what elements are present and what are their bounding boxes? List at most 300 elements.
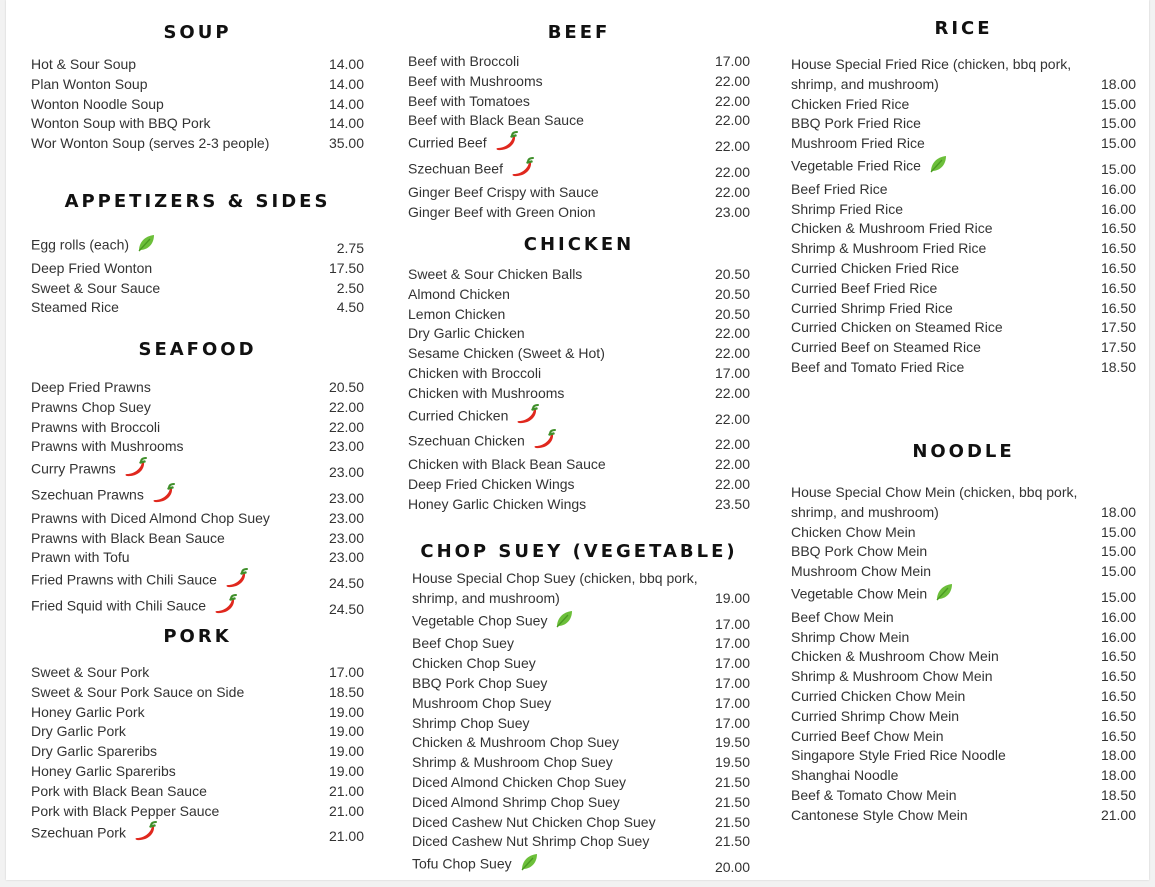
menu-item [791, 523, 1136, 543]
menu-item [791, 483, 1136, 523]
menu-item-price: 19.50 [714, 754, 750, 771]
section-title-pork: PORK [163, 626, 232, 647]
menu-item [31, 134, 364, 154]
menu-item [412, 753, 750, 773]
menu-item [408, 404, 750, 430]
menu-item-name: Szechuan Chicken [408, 432, 525, 449]
menu-item-name: Wor Wonton Soup (serves 2-3 people) [31, 135, 270, 152]
menu-item [31, 114, 364, 134]
menu-item-name: Chicken Fried Rice [791, 95, 910, 112]
menu-item [31, 802, 364, 822]
menu-item-price: 17.00 [714, 53, 750, 69]
menu-item-name: Beef with Broccoli [408, 53, 520, 69]
menu-item [31, 529, 364, 549]
menu-item-price: 18.50 [1100, 358, 1136, 375]
section-items-chop-suey-vegetable [412, 569, 750, 878]
menu-item [791, 806, 1136, 826]
section-title-soup: SOUP [163, 22, 232, 43]
chili-pepper-icon [224, 568, 248, 594]
menu-item-price: 16.50 [1100, 259, 1136, 276]
menu-item-price: 2.75 [336, 240, 364, 256]
menu-item-name: Shrimp & Mushroom Fried Rice [791, 240, 987, 257]
menu-item-price: 17.50 [1100, 339, 1136, 356]
menu-item-price: 21.50 [714, 773, 750, 790]
section-items-noodle [791, 483, 1136, 826]
menu-item [408, 131, 750, 157]
menu-item-name: Vegetable Fried Rice [791, 157, 921, 174]
menu-item-name: Sesame Chicken (Sweet & Hot) [408, 345, 605, 362]
menu-item [791, 628, 1136, 648]
menu-item [408, 72, 750, 92]
menu-item [412, 813, 750, 833]
menu-item-name: Beef Chop Suey [412, 635, 514, 652]
menu-item-name: Shrimp & Mushroom Chow Mein [791, 668, 993, 685]
menu-item-name: Wonton Soup with BBQ Pork [31, 115, 211, 132]
menu-item-price: 23.00 [328, 509, 364, 526]
menu-item-name: Chicken & Mushroom Fried Rice [791, 220, 993, 237]
menu-item-name: Ginger Beef with Green Onion [408, 203, 596, 220]
menu-item [412, 634, 750, 654]
menu-item-price: 16.50 [1100, 648, 1136, 665]
menu-item [31, 762, 364, 782]
menu-item-price: 18.00 [1100, 747, 1136, 764]
menu-item-price: 15.00 [1100, 523, 1136, 540]
menu-item-price: 22.00 [714, 92, 750, 109]
menu-item [791, 239, 1136, 259]
menu-item [791, 562, 1136, 582]
section-items-pork [31, 663, 364, 847]
menu-item [31, 418, 364, 438]
menu-item [412, 654, 750, 674]
menu-item-name: Prawns with Diced Almond Chop Suey [31, 509, 270, 526]
menu-item-name: BBQ Pork Chop Suey [412, 674, 548, 691]
menu-item-name: Curry Prawns [31, 460, 116, 477]
menu-item-price: 22.00 [714, 183, 750, 200]
menu-item-name: Szechuan Prawns [31, 486, 144, 503]
menu-item-name: Chicken Chow Mein [791, 523, 916, 540]
menu-item-price: 21.00 [1100, 806, 1136, 823]
menu-item-name: Curried Shrimp Fried Rice [791, 299, 953, 316]
menu-item-price: 19.00 [328, 762, 364, 779]
menu-item [408, 285, 750, 305]
menu-item-price: 23.00 [714, 203, 750, 220]
menu-item-price: 14.00 [328, 75, 364, 92]
menu-item-name: Curried Beef [408, 134, 487, 151]
section-items-rice [791, 55, 1136, 378]
menu-item-name: Fried Prawns with Chili Sauce [31, 571, 217, 588]
menu-item-price: 16.50 [1100, 240, 1136, 257]
menu-item-name: BBQ Pork Fried Rice [791, 115, 921, 132]
menu-item [791, 582, 1136, 608]
menu-item-price: 17.50 [328, 259, 364, 276]
menu-item-name: Prawns with Mushrooms [31, 438, 184, 455]
menu-item-price: 21.00 [328, 782, 364, 799]
menu-item-name: Beef & Tomato Chow Mein [791, 786, 957, 803]
menu-item [31, 279, 364, 299]
menu-item-price: 19.00 [328, 743, 364, 760]
menu-item-name: Beef Chow Mein [791, 608, 894, 625]
section-title-noodle: NOODLE [912, 441, 1015, 462]
menu-item [31, 722, 364, 742]
menu-item [791, 55, 1136, 95]
menu-item-price: 22.00 [714, 384, 750, 401]
menu-item [791, 358, 1136, 378]
menu-item-name: BBQ Pork Chow Mein [791, 543, 928, 560]
section-items-soup [31, 55, 364, 154]
menu-item [31, 298, 364, 318]
menu-item-price: 16.50 [1100, 687, 1136, 704]
menu-item [412, 793, 750, 813]
menu-item-price: 16.50 [1100, 727, 1136, 744]
menu-item-price: 19.50 [714, 734, 750, 751]
menu-item-price: 15.00 [1100, 95, 1136, 112]
menu-item [412, 694, 750, 714]
menu-item-name: Shrimp Chop Suey [412, 714, 530, 731]
menu-item-name: Dry Garlic Spareribs [31, 743, 158, 760]
menu-item-name: Prawns with Broccoli [31, 418, 161, 435]
menu-item [31, 821, 364, 847]
menu-item-price: 16.00 [1100, 180, 1136, 197]
menu-item-name: Lemon Chicken [408, 305, 506, 322]
menu-item-price: 17.00 [714, 655, 750, 672]
menu-item-price: 16.00 [1100, 608, 1136, 625]
chili-pepper-icon [133, 821, 157, 847]
menu-item [408, 92, 750, 112]
menu-item-name: Honey Garlic Pork [31, 703, 145, 720]
menu-item-name: Cantonese Style Chow Mein [791, 806, 968, 823]
menu-item [31, 457, 364, 483]
menu-item [408, 265, 750, 285]
menu-item-name: Honey Garlic Spareribs [31, 762, 176, 779]
menu-item [31, 398, 364, 418]
menu-item-price: 22.00 [714, 436, 750, 453]
menu-item [412, 733, 750, 753]
section-items-appetizers-sides [31, 233, 364, 318]
menu-item-name: Prawn with Tofu [31, 549, 130, 566]
menu-item [408, 324, 750, 344]
menu-item [31, 782, 364, 802]
menu-item-name: Sweet & Sour Sauce [31, 279, 161, 296]
menu-item-price: 16.50 [1100, 299, 1136, 316]
menu-item-price: 2.50 [336, 279, 364, 296]
menu-item-price: 15.00 [1100, 563, 1136, 580]
menu-item [31, 568, 364, 594]
menu-item-name: Mushroom Fried Rice [791, 135, 925, 152]
section-title-beef: BEEF [547, 22, 611, 43]
menu-item-price: 23.00 [328, 489, 364, 506]
menu-item-name: Beef with Black Bean Sauce [408, 112, 584, 129]
menu-item-price: 14.00 [328, 115, 364, 132]
menu-item-price: 14.00 [328, 56, 364, 72]
menu-item-price: 35.00 [328, 135, 364, 152]
menu-item-name: Diced Cashew Nut Shrimp Chop Suey [412, 833, 650, 850]
section-title-rice: RICE [934, 18, 993, 39]
menu-item-price: 16.50 [1100, 279, 1136, 296]
menu-item [408, 384, 750, 404]
menu-item [31, 75, 364, 95]
menu-item-name: Curried Chicken on Steamed Rice [791, 319, 1003, 336]
menu-item-price: 15.00 [1100, 115, 1136, 132]
menu-item [408, 495, 750, 515]
menu-item-price: 18.00 [1100, 503, 1136, 520]
menu-item-name: Szechuan Beef [408, 160, 503, 177]
menu-item [791, 154, 1136, 180]
menu-item-name: Beef with Tomatoes [408, 92, 530, 109]
menu-item [791, 95, 1136, 115]
menu-item-price: 20.00 [714, 859, 750, 876]
menu-item-name: Beef and Tomato Fried Rice [791, 358, 965, 375]
menu-item-name: Chicken with Black Bean Sauce [408, 456, 606, 473]
menu-item-name: Beef with Mushrooms [408, 72, 543, 89]
menu-item-price: 22.00 [714, 456, 750, 473]
menu-item-name: Szechuan Pork [31, 824, 126, 841]
menu-item-name: Beef Fried Rice [791, 180, 888, 197]
menu-item [791, 746, 1136, 766]
menu-item-price: 19.00 [328, 703, 364, 720]
menu-item-price: 15.00 [1100, 588, 1136, 605]
leaf-icon [519, 852, 539, 878]
menu-item-name: Shrimp Fried Rice [791, 200, 904, 217]
section-title-appetizers-sides: APPETIZERS & SIDES [64, 191, 331, 212]
menu-item [791, 279, 1136, 299]
menu-item [412, 714, 750, 734]
menu-item-name: Ginger Beef Crispy with Sauce [408, 183, 599, 200]
menu-item [791, 219, 1136, 239]
menu-item-price: 18.00 [1100, 767, 1136, 784]
menu-item [791, 259, 1136, 279]
menu-item [31, 233, 364, 259]
section-items-chicken [408, 265, 750, 515]
menu-item-name: Diced Cashew Nut Chicken Chop Suey [412, 813, 656, 830]
menu-item-name: Hot & Sour Soup [31, 56, 137, 72]
menu-item-name: Curried Beef on Steamed Rice [791, 339, 981, 356]
menu-item-name: Curried Beef Fried Rice [791, 279, 938, 296]
menu-item [31, 437, 364, 457]
menu-item [408, 455, 750, 475]
menu-item-name: Mushroom Chow Mein [791, 563, 932, 580]
menu-item-price: 22.00 [714, 163, 750, 180]
menu-item-price: 24.50 [328, 575, 364, 592]
menu-item [791, 318, 1136, 338]
menu-item-price: 17.00 [328, 664, 364, 680]
chili-pepper-icon [151, 483, 175, 509]
section-title-chop-suey-vegetable: CHOP SUEY (VEGETABLE) [420, 541, 738, 562]
menu-item-price: 16.00 [1100, 200, 1136, 217]
menu-item [791, 647, 1136, 667]
menu-item-price: 16.50 [1100, 668, 1136, 685]
menu-item [31, 483, 364, 509]
menu-item [791, 200, 1136, 220]
menu-item [31, 703, 364, 723]
menu-item [791, 786, 1136, 806]
menu-item [412, 832, 750, 852]
section-items-seafood [31, 378, 364, 620]
menu-item [31, 742, 364, 762]
menu-item-price: 16.00 [1100, 628, 1136, 645]
chili-pepper-icon [532, 429, 556, 455]
menu-item [791, 707, 1136, 727]
menu-item-name: Curried Chicken Chow Mein [791, 687, 966, 704]
menu-item [408, 344, 750, 364]
menu-item-name: Pork with Black Bean Sauce [31, 782, 207, 799]
leaf-icon [934, 582, 954, 608]
menu-item-name: Steamed Rice [31, 299, 119, 316]
menu-item [408, 203, 750, 223]
menu-page [6, 0, 1149, 880]
menu-item-price: 23.00 [328, 549, 364, 566]
menu-item-price: 17.00 [714, 674, 750, 691]
menu-item [31, 55, 364, 75]
menu-item-price: 18.50 [328, 683, 364, 700]
menu-item-name: Sweet & Sour Pork [31, 664, 150, 680]
menu-item [791, 687, 1136, 707]
menu-item [408, 364, 750, 384]
menu-item-price: 22.00 [328, 398, 364, 415]
menu-item-price: 22.00 [328, 418, 364, 435]
menu-item-name: Wonton Noodle Soup [31, 95, 164, 112]
menu-item-price: 24.50 [328, 600, 364, 617]
menu-item-price: 18.00 [1100, 75, 1136, 92]
leaf-icon [928, 154, 948, 180]
menu-item-price: 23.00 [328, 438, 364, 455]
menu-item-name: House Special Fried Rice (chicken, bbq pork, shrimp, and mushroom) [791, 56, 1072, 92]
menu-item-name: Curried Beef Chow Mein [791, 727, 944, 744]
menu-item-name: Sweet & Sour Chicken Balls [408, 266, 583, 282]
menu-item [31, 548, 364, 568]
menu-item [408, 475, 750, 495]
menu-item-name: Prawns Chop Suey [31, 398, 151, 415]
menu-item-name: Prawns with Black Bean Sauce [31, 529, 225, 546]
chili-pepper-icon [494, 131, 518, 157]
menu-item-price: 16.50 [1100, 707, 1136, 724]
menu-item-price: 17.00 [714, 714, 750, 731]
menu-item-price: 17.50 [1100, 319, 1136, 336]
menu-item-name: Fried Squid with Chili Sauce [31, 597, 207, 614]
menu-item-name: Pork with Black Pepper Sauce [31, 802, 220, 819]
menu-item [412, 569, 750, 609]
menu-item-price: 15.00 [1100, 135, 1136, 152]
menu-item-price: 22.00 [714, 138, 750, 155]
menu-item-price: 19.00 [714, 589, 750, 606]
menu-item-price: 17.00 [714, 635, 750, 652]
chili-pepper-icon [123, 457, 147, 483]
menu-item [412, 609, 750, 635]
menu-item-name: Sweet & Sour Pork Sauce on Side [31, 683, 245, 700]
menu-item [791, 667, 1136, 687]
leaf-icon [136, 233, 156, 259]
menu-item [31, 509, 364, 529]
menu-item [408, 157, 750, 183]
menu-item-name: Chicken & Mushroom Chop Suey [412, 734, 619, 751]
chili-pepper-icon [510, 157, 534, 183]
leaf-icon [554, 609, 574, 635]
menu-item [31, 663, 364, 683]
menu-item-name: Dry Garlic Pork [31, 723, 126, 740]
menu-item [791, 299, 1136, 319]
menu-item [31, 378, 364, 398]
menu-item [791, 134, 1136, 154]
menu-item-price: 17.00 [714, 694, 750, 711]
menu-item-price: 14.00 [328, 95, 364, 112]
menu-item-name: Chicken with Broccoli [408, 364, 542, 381]
menu-item-price: 23.00 [328, 464, 364, 481]
menu-item-name: Tofu Chop Suey [412, 855, 512, 872]
menu-item [408, 429, 750, 455]
menu-item-price: 20.50 [714, 285, 750, 302]
menu-item [791, 542, 1136, 562]
menu-item-price: 21.50 [714, 793, 750, 810]
section-title-seafood: SEAFOOD [138, 339, 257, 360]
chili-pepper-icon [515, 404, 539, 430]
menu-item [31, 95, 364, 115]
menu-item-price: 21.50 [714, 833, 750, 850]
menu-item [791, 608, 1136, 628]
menu-item-price: 22.00 [714, 325, 750, 342]
menu-item-name: Shanghai Noodle [791, 767, 899, 784]
menu-item-name: Diced Almond Shrimp Chop Suey [412, 793, 620, 810]
menu-item [791, 727, 1136, 747]
menu-item-price: 20.50 [714, 266, 750, 282]
menu-item [791, 180, 1136, 200]
chili-pepper-icon [213, 594, 237, 620]
menu-item-price: 22.00 [714, 475, 750, 492]
menu-item-name: Shrimp Chow Mein [791, 628, 910, 645]
menu-item [31, 683, 364, 703]
menu-item [791, 338, 1136, 358]
menu-item-name: Curried Chicken Fried Rice [791, 259, 960, 276]
menu-item-price: 22.00 [714, 410, 750, 427]
menu-item-name: Honey Garlic Chicken Wings [408, 495, 587, 512]
menu-item [412, 773, 750, 793]
section-title-chicken: CHICKEN [523, 234, 635, 255]
menu-item [412, 852, 750, 878]
menu-item-name: Dry Garlic Chicken [408, 325, 525, 342]
menu-item-price: 22.00 [714, 72, 750, 89]
menu-item-name: Vegetable Chow Mein [791, 585, 928, 602]
menu-item-price: 20.50 [714, 305, 750, 322]
menu-item-name: Deep Fried Chicken Wings [408, 475, 575, 492]
menu-item-name: Chicken with Mushrooms [408, 384, 565, 401]
menu-item-price: 20.50 [328, 379, 364, 395]
menu-item [408, 111, 750, 131]
menu-item-name: House Special Chow Mein (chicken, bbq pork, shrimp, and mushroom) [791, 484, 1078, 520]
menu-item-price: 18.50 [1100, 786, 1136, 803]
menu-item [791, 114, 1136, 134]
menu-item [31, 259, 364, 279]
menu-item-price: 17.00 [714, 615, 750, 632]
menu-item-name: Singapore Style Fried Rice Noodle [791, 747, 1006, 764]
menu-item-price: 22.00 [714, 345, 750, 362]
menu-item [408, 183, 750, 203]
menu-item-name: Almond Chicken [408, 285, 510, 302]
menu-item-price: 23.00 [328, 529, 364, 546]
section-items-beef [408, 52, 750, 222]
menu-item-name: House Special Chop Suey (chicken, bbq pork, shrimp, and mushroom) [412, 570, 698, 606]
menu-item [791, 766, 1136, 786]
menu-item-name: Curried Shrimp Chow Mein [791, 707, 960, 724]
menu-item-price: 17.00 [714, 364, 750, 381]
menu-item-name: Chicken & Mushroom Chow Mein [791, 648, 999, 665]
menu-item-price: 23.50 [714, 495, 750, 512]
menu-item-name: Deep Fried Wonton [31, 259, 153, 276]
menu-item-price: 15.00 [1100, 543, 1136, 560]
menu-item [412, 674, 750, 694]
menu-item-price: 15.00 [1100, 160, 1136, 177]
menu-item [408, 52, 750, 72]
menu-item-price: 21.00 [328, 802, 364, 819]
menu-item-price: 21.50 [714, 813, 750, 830]
menu-item-name: Mushroom Chop Suey [412, 694, 552, 711]
